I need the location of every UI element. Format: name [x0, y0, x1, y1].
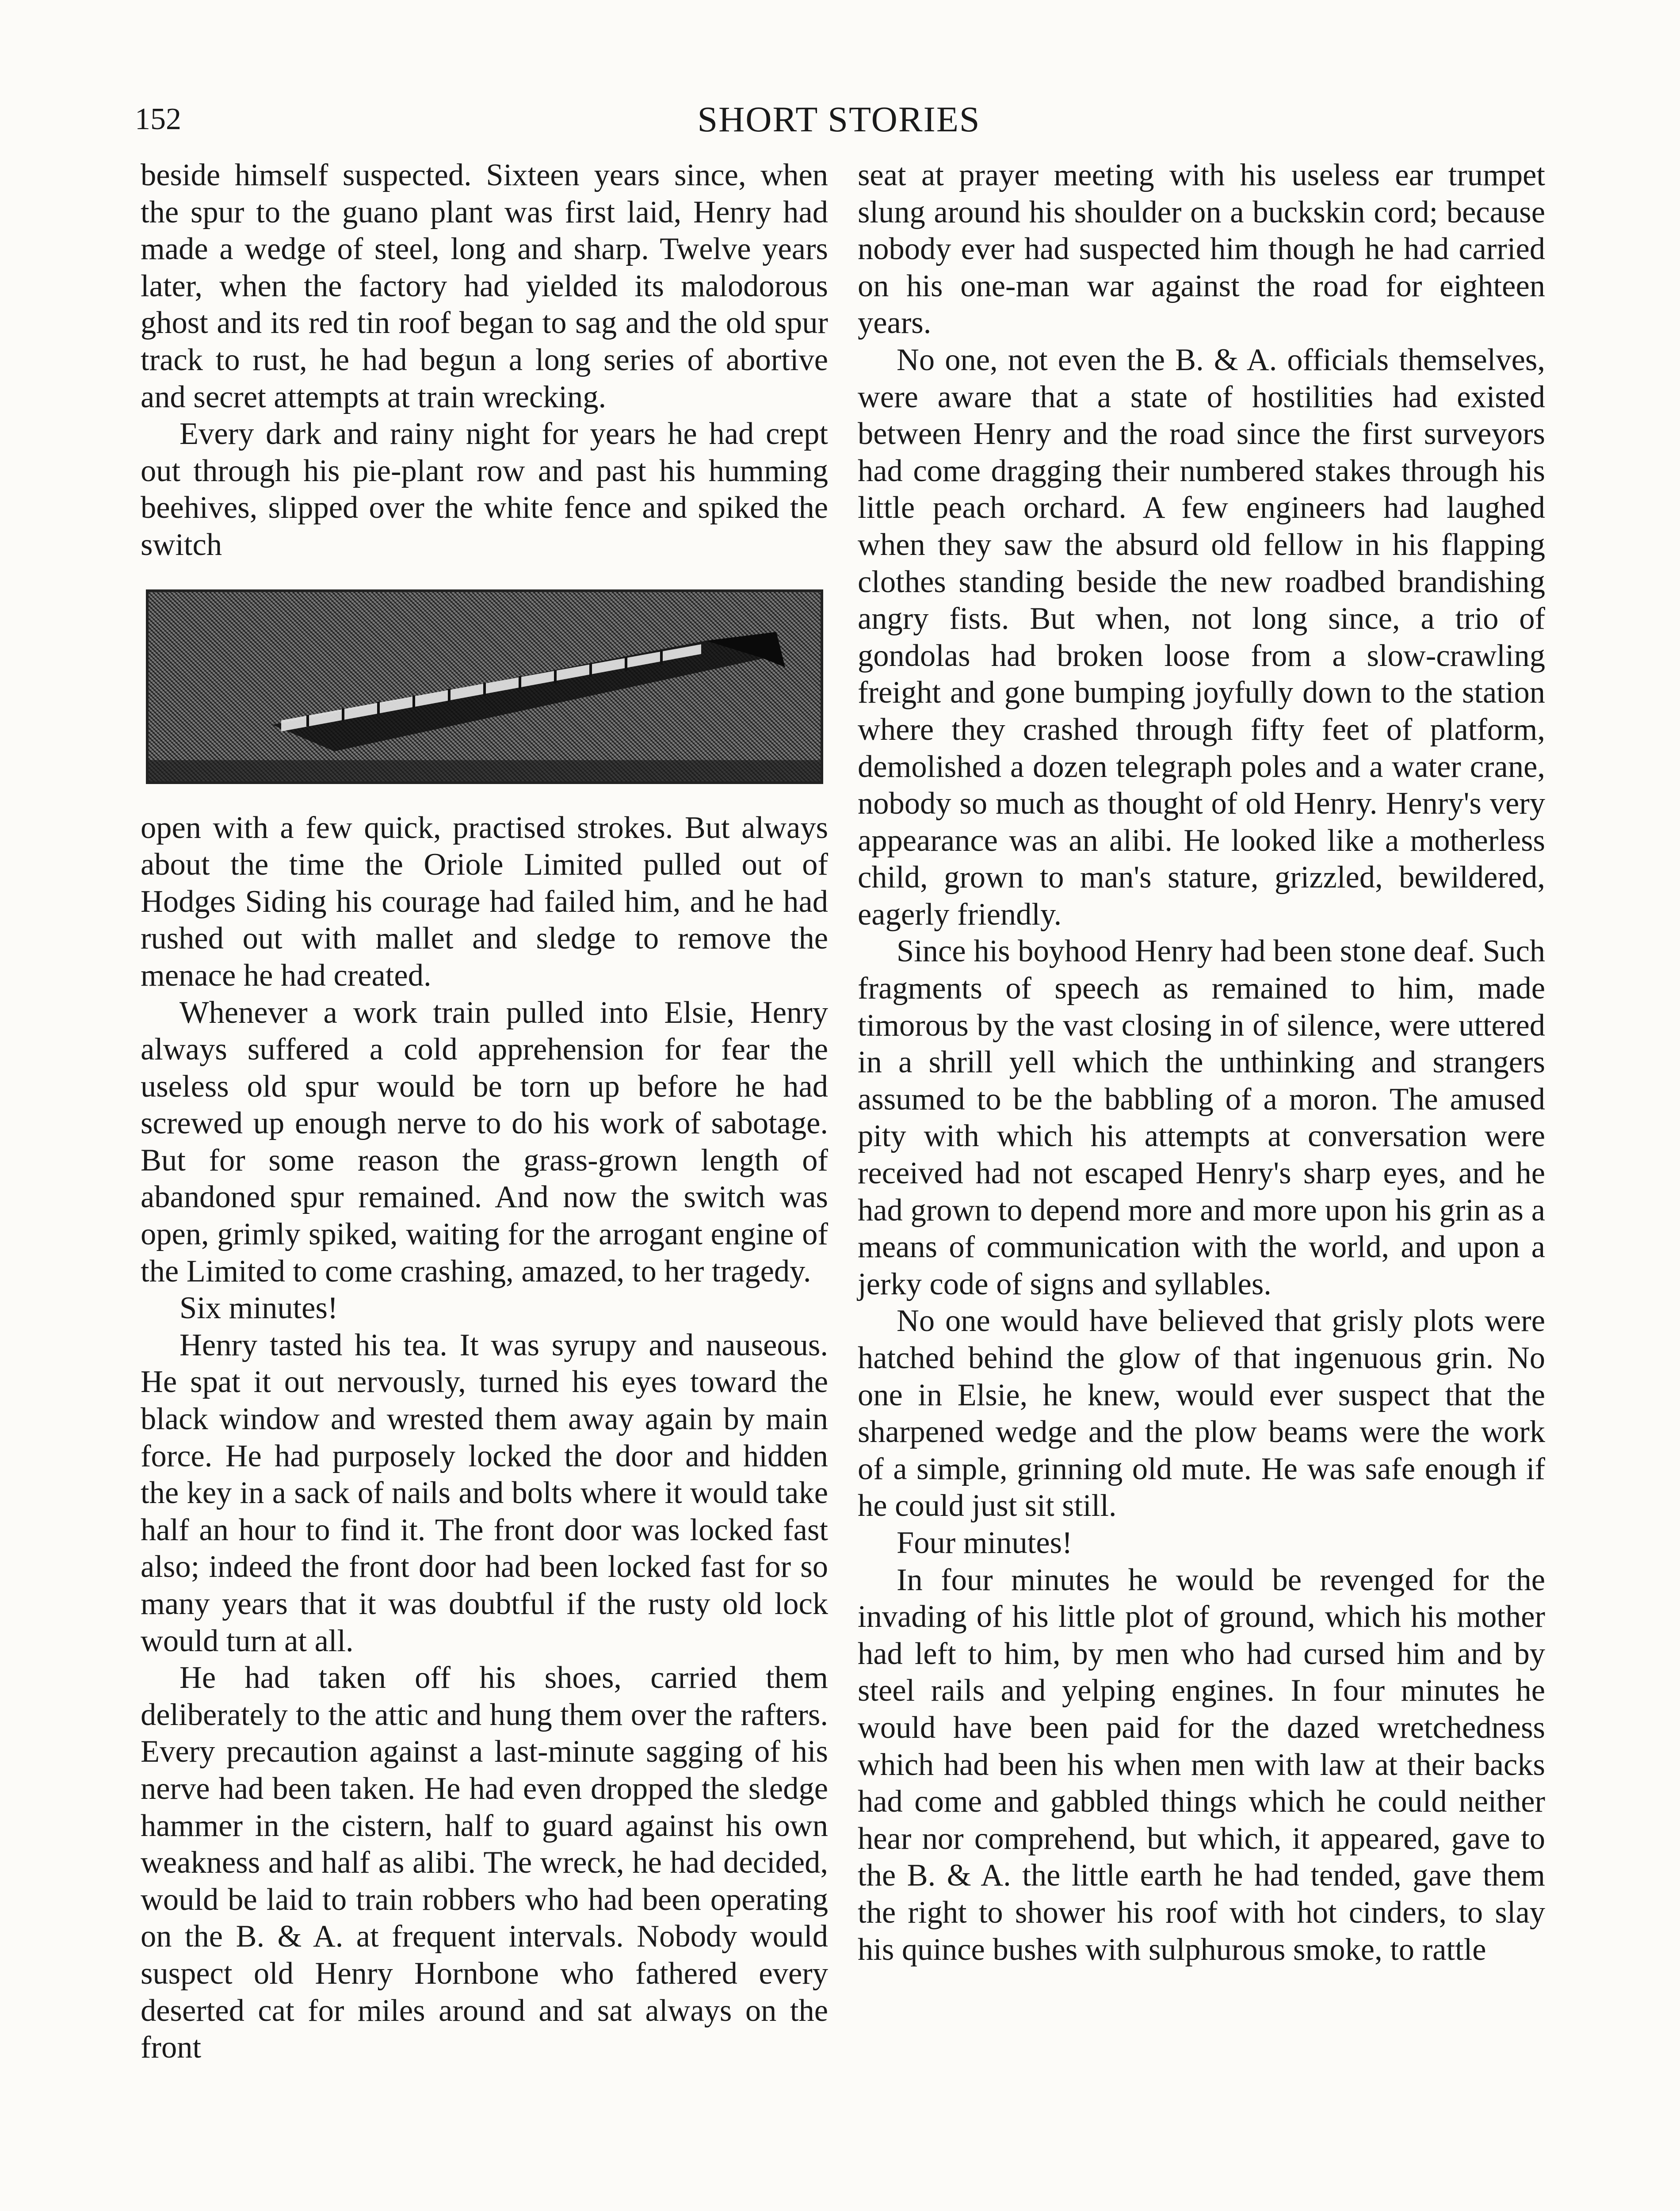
paragraph: beside himself suspected. Sixteen years since, when the spur to the guano plant was first laid, Henry had made a wedge of steel, long and sharp. Twelve years later, when the factory had yielded its malodorous ghost and its red tin roof began to sag and the old spur track to rust, he had begun a long series of abortive and secret attempts at train wrecking.	[141, 158, 828, 414]
page-header	[135, 95, 1543, 144]
paragraph: Six minutes!	[179, 1291, 338, 1326]
train-illustration	[146, 589, 823, 784]
paragraph: Four minutes!	[897, 1525, 1073, 1560]
paragraph: seat at prayer meeting with his useless ear trumpet slung around his shoulder on a buckskin cord; because nobody ever had suspected him though he had carried on his one-man war against the road for eighteen years.	[858, 158, 1545, 340]
left-column	[141, 157, 828, 2066]
train-drawing	[149, 592, 821, 781]
paragraph: Every dark and rainy night for years he had crept out through his pie-plant row and past his humming beehives, slipped over the white fence and spiked the switch	[141, 417, 828, 562]
paragraph: In four minutes he would be revenged for the invading of his little plot of ground, which his mother had left to him, by men who had cursed him and by steel rails and yelping engines. In four minutes he would have been paid for the dazed wretchedness which had been his when men with law at their backs had come and gabbled things which he could neither hear nor comprehend, but which, it appeared, gave to the B. & A. the little earth he had tended, gave them the right to shower his roof with hot cinders, to slay his quince bushes with sulphurous smoke, to rattle	[858, 1562, 1545, 1967]
paragraph: Whenever a work train pulled into Elsie, Henry always suffered a cold apprehension for fear the useless old spur would be torn up before he had screwed up enough nerve to do his work of sabotage. But for some reason the grass-grown length of abandoned spur remained. And now the switch was open, grimly spiked, waiting for the arrogant engine of the Limited to come crashing, amazed, to her tragedy.	[141, 995, 828, 1289]
running-title: SHORT STORIES	[697, 99, 981, 139]
right-column	[858, 157, 1545, 1968]
paragraph: No one would have believed that grisly plots were hatched behind the glow of that ingenuous grin. No one in Elsie, he knew, would ever suspect that the sharpened wedge and the plow beams were the work of a simple, grinning old mute. He was safe enough if he could just sit still.	[858, 1304, 1545, 1523]
paragraph: Since his boyhood Henry had been stone deaf. Such fragments of speech as remained to him, made timorous by the vast closing in of silence, were uttered in a shrill yell which the unthinking and strangers assumed to be the babbling of a moron. The amused pity with which his attempts at conversation were received had not escaped Henry's sharp eyes, and he had grown to depend more and more upon his grin as a means of communication with the world, and upon a jerky code of signs and syllables.	[858, 934, 1545, 1301]
page-number: 152	[135, 102, 181, 136]
paragraph: Henry tasted his tea. It was syrupy and nauseous. He spat it out nervously, turned his eyes toward the black window and wrested them away again by main force. He had purposely locked the door and hidden the key in a sack of nails and bolts where it would take half an hour to find it. The front door was locked fast also; indeed the front door had been locked fast for so many years that it was doubtful if the rusty old lock would turn at all.	[141, 1327, 828, 1658]
paragraph: No one, not even the B. & A. officials themselves, were aware that a state of hostilities had existed between Henry and the road since the first surveyors had come dragging their numbered stakes through his little peach orchard. A few engineers had laughed when they saw the absurd old fellow in his flapping clothes standing beside the new roadbed brandishing angry fists. But when, not long since, a trio of gondolas had broken loose from a slow-crawling freight and gone bumping joyfully down to the station where they crashed through fifty feet of platform, demolished a dozen telegraph poles and a water crane, nobody so much as thought of old Henry. Henry's very appearance was an alibi. He looked like a motherless child, grown to man's stature, grizzled, bewildered, eagerly friendly.	[858, 342, 1545, 932]
paragraph: open with a few quick, practised strokes. But always about the time the Oriole Limited pulled out of Hodges Siding his courage had failed him, and he had rushed out with mallet and sledge to remove the menace he had created.	[141, 810, 828, 993]
paragraph: He had taken off his shoes, carried them deliberately to the attic and hung them over the rafters. Every precaution against a last-minute sagging of his nerve had been taken. He had even dropped the sledge hammer in the cistern, half to guard against his own weakness and half as alibi. The wreck, he had decided, would be laid to train robbers who had been operating on the B. & A. at frequent intervals. Nobody would suspect old Henry Hornbone who fathered every deserted cat for miles around and sat always on the front	[141, 1660, 828, 2065]
